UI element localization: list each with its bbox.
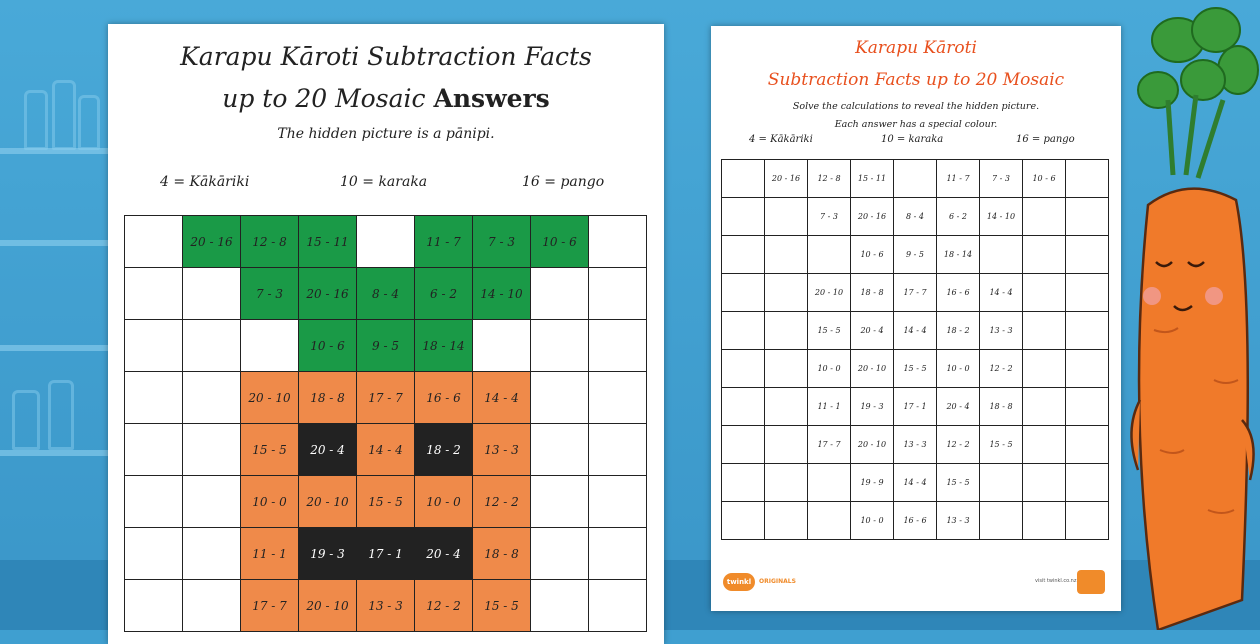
answers-grid-cell: 11 - 1 bbox=[241, 528, 299, 580]
answers-grid-cell: 15 - 5 bbox=[473, 580, 531, 632]
answers-grid-cell: 20 - 16 bbox=[183, 216, 241, 268]
worksheet-grid-cell bbox=[1066, 464, 1109, 502]
answers-grid-cell bbox=[241, 320, 299, 372]
worksheet-grid-cell bbox=[808, 236, 851, 274]
answers-grid-cell: 15 - 5 bbox=[241, 424, 299, 476]
answers-grid-row bbox=[125, 476, 647, 528]
answers-grid-cell: 18 - 8 bbox=[299, 372, 357, 424]
background-shelf bbox=[0, 345, 110, 351]
answers-grid-cell: 12 - 2 bbox=[473, 476, 531, 528]
worksheet-grid-cell bbox=[1023, 236, 1066, 274]
answers-grid-cell bbox=[183, 268, 241, 320]
worksheet-grid-cell: 20 - 4 bbox=[937, 388, 980, 426]
worksheet-grid-cell: 9 - 5 bbox=[894, 236, 937, 274]
worksheet-grid-cell bbox=[1066, 160, 1109, 198]
answers-grid-cell bbox=[183, 424, 241, 476]
answers-grid-cell: 10 - 6 bbox=[299, 320, 357, 372]
worksheet-grid-cell: 13 - 3 bbox=[894, 426, 937, 464]
answers-title-line2 bbox=[108, 84, 664, 113]
answers-grid-cell bbox=[183, 372, 241, 424]
footer-url: visit twinkl.co.nz bbox=[1035, 578, 1077, 584]
worksheet-grid-cell: 14 - 4 bbox=[980, 274, 1023, 312]
worksheet-grid-cell bbox=[1023, 426, 1066, 464]
worksheet-grid-cell bbox=[765, 236, 808, 274]
answers-grid-cell: 14 - 4 bbox=[473, 372, 531, 424]
worksheet-grid-row bbox=[722, 274, 1109, 312]
worksheet-grid-cell: 14 - 4 bbox=[894, 464, 937, 502]
answers-grid-cell: 15 - 11 bbox=[299, 216, 357, 268]
answers-grid-cell bbox=[589, 320, 647, 372]
worksheet-grid-cell bbox=[722, 350, 765, 388]
worksheet-grid-row bbox=[722, 388, 1109, 426]
worksheet-grid-cell bbox=[722, 198, 765, 236]
background-bottle bbox=[52, 80, 76, 150]
worksheet-grid-row bbox=[722, 198, 1109, 236]
answers-grid-cell bbox=[125, 268, 183, 320]
worksheet-grid-cell bbox=[765, 198, 808, 236]
worksheet-instructions-line2: Each answer has a special colour. bbox=[834, 119, 998, 130]
worksheet-title-line1: Karapu Kāroti bbox=[855, 38, 977, 58]
worksheet-grid-cell: 18 - 8 bbox=[851, 274, 894, 312]
worksheet-grid-row bbox=[722, 312, 1109, 350]
answers-grid-cell bbox=[589, 476, 647, 528]
worksheet-grid-row bbox=[722, 426, 1109, 464]
worksheet-grid-cell: 15 - 5 bbox=[894, 350, 937, 388]
answers-grid-cell bbox=[589, 372, 647, 424]
answers-mosaic-grid bbox=[124, 215, 647, 632]
worksheet-grid-cell bbox=[722, 502, 765, 540]
worksheet-grid-cell bbox=[1066, 198, 1109, 236]
answers-grid-cell bbox=[473, 320, 531, 372]
answers-grid-cell: 7 - 3 bbox=[241, 268, 299, 320]
worksheet-grid-cell bbox=[1023, 502, 1066, 540]
answers-grid-cell bbox=[125, 372, 183, 424]
answers-grid-row bbox=[125, 580, 647, 632]
answers-grid-cell bbox=[183, 580, 241, 632]
answers-grid-row bbox=[125, 320, 647, 372]
answers-grid-cell bbox=[125, 216, 183, 268]
answers-grid-row bbox=[125, 528, 647, 580]
worksheet-grid-cell: 20 - 4 bbox=[851, 312, 894, 350]
worksheet-grid-cell: 15 - 5 bbox=[980, 426, 1023, 464]
answers-grid-cell: 19 - 3 bbox=[299, 528, 357, 580]
worksheet-mosaic-grid bbox=[721, 159, 1109, 540]
worksheet-grid-cell: 17 - 1 bbox=[894, 388, 937, 426]
answers-grid-cell bbox=[589, 216, 647, 268]
worksheet-grid-cell bbox=[1023, 464, 1066, 502]
worksheet-grid-cell: 12 - 2 bbox=[980, 350, 1023, 388]
background-bottle bbox=[78, 95, 100, 150]
answers-grid-cell bbox=[589, 528, 647, 580]
answers-title-text: up to 20 Mosaic bbox=[222, 84, 426, 113]
answers-grid-cell bbox=[357, 216, 415, 268]
worksheet-grid-cell: 11 - 7 bbox=[937, 160, 980, 198]
answers-grid-cell: 18 - 8 bbox=[473, 528, 531, 580]
worksheet-grid-cell bbox=[765, 350, 808, 388]
answers-grid-cell: 13 - 3 bbox=[473, 424, 531, 476]
answers-grid-cell: 10 - 0 bbox=[415, 476, 473, 528]
worksheet-key-orange: 10 = karaka bbox=[881, 134, 944, 145]
answers-grid-cell: 20 - 4 bbox=[299, 424, 357, 476]
worksheet-grid-row bbox=[722, 502, 1109, 540]
footer-badge-icon bbox=[1077, 570, 1105, 594]
answers-grid-cell: 17 - 1 bbox=[357, 528, 415, 580]
worksheet-grid-cell: 13 - 3 bbox=[980, 312, 1023, 350]
answers-grid-cell: 10 - 0 bbox=[241, 476, 299, 528]
answers-title-line1: Karapu Kāroti Subtraction Facts bbox=[180, 42, 592, 71]
answers-grid-cell bbox=[125, 580, 183, 632]
worksheet-grid-cell: 20 - 10 bbox=[851, 350, 894, 388]
worksheet-grid-cell bbox=[894, 160, 937, 198]
answers-grid-cell bbox=[183, 476, 241, 528]
background-bottle bbox=[12, 390, 40, 450]
worksheet-grid-cell: 16 - 6 bbox=[937, 274, 980, 312]
worksheet-grid-cell bbox=[722, 464, 765, 502]
worksheet-grid-cell: 20 - 16 bbox=[851, 198, 894, 236]
background-shelf bbox=[0, 450, 110, 456]
answers-grid-row bbox=[125, 268, 647, 320]
worksheet-grid-cell bbox=[765, 388, 808, 426]
worksheet-grid-cell bbox=[1066, 350, 1109, 388]
answers-grid-cell: 18 - 2 bbox=[415, 424, 473, 476]
worksheet-grid-cell bbox=[722, 426, 765, 464]
worksheet-grid-cell: 11 - 1 bbox=[808, 388, 851, 426]
key-black: 16 = pango bbox=[522, 174, 605, 190]
answers-grid-cell: 20 - 4 bbox=[415, 528, 473, 580]
worksheet-grid-row bbox=[722, 350, 1109, 388]
worksheet-grid-cell: 16 - 6 bbox=[894, 502, 937, 540]
worksheet-grid-cell bbox=[1023, 350, 1066, 388]
worksheet-grid-cell: 15 - 11 bbox=[851, 160, 894, 198]
worksheet-instructions-line1: Solve the calculations to reveal the hidden picture. bbox=[792, 101, 1040, 112]
worksheet-grid-cell: 19 - 9 bbox=[851, 464, 894, 502]
answers-grid-cell bbox=[125, 424, 183, 476]
worksheet-grid-cell: 18 - 14 bbox=[937, 236, 980, 274]
worksheet-grid-cell bbox=[722, 160, 765, 198]
answers-grid-cell bbox=[125, 320, 183, 372]
worksheet-grid-cell: 6 - 2 bbox=[937, 198, 980, 236]
answers-sheet bbox=[108, 24, 664, 644]
answers-grid-cell bbox=[531, 580, 589, 632]
worksheet-grid-cell: 19 - 3 bbox=[851, 388, 894, 426]
key-green: 4 = Kākāriki bbox=[160, 174, 250, 190]
answers-grid-cell: 20 - 10 bbox=[299, 580, 357, 632]
worksheet-grid-cell: 10 - 6 bbox=[851, 236, 894, 274]
worksheet-grid-cell bbox=[765, 426, 808, 464]
worksheet-grid-cell bbox=[808, 502, 851, 540]
worksheet-grid-cell bbox=[722, 312, 765, 350]
worksheet-grid-cell: 18 - 8 bbox=[980, 388, 1023, 426]
footer-brand: ORIGINALS bbox=[759, 578, 796, 585]
answers-grid-cell bbox=[125, 476, 183, 528]
key-orange: 10 = karaka bbox=[340, 174, 428, 190]
worksheet-grid-cell bbox=[1066, 426, 1109, 464]
answers-grid-cell bbox=[531, 372, 589, 424]
worksheet-grid-cell: 20 - 16 bbox=[765, 160, 808, 198]
worksheet-grid-cell bbox=[1023, 312, 1066, 350]
worksheet-grid-cell: 14 - 10 bbox=[980, 198, 1023, 236]
answers-grid-cell bbox=[183, 320, 241, 372]
worksheet-grid-cell: 10 - 6 bbox=[1023, 160, 1066, 198]
answers-grid-cell: 17 - 7 bbox=[241, 580, 299, 632]
worksheet-grid-cell bbox=[1023, 198, 1066, 236]
answers-grid-cell: 20 - 16 bbox=[299, 268, 357, 320]
worksheet-grid-cell bbox=[722, 236, 765, 274]
worksheet-grid-cell bbox=[1066, 388, 1109, 426]
answers-grid-row bbox=[125, 424, 647, 476]
answers-grid-cell bbox=[183, 528, 241, 580]
worksheet-grid-row bbox=[722, 464, 1109, 502]
answers-grid-cell: 17 - 7 bbox=[357, 372, 415, 424]
worksheet-grid-cell: 14 - 4 bbox=[894, 312, 937, 350]
worksheet-key-green: 4 = Kākāriki bbox=[749, 134, 813, 145]
worksheet-grid-cell: 15 - 5 bbox=[808, 312, 851, 350]
worksheet-grid-cell: 7 - 3 bbox=[808, 198, 851, 236]
worksheet-grid-cell bbox=[1066, 312, 1109, 350]
worksheet-grid-cell bbox=[1023, 388, 1066, 426]
answers-grid-cell: 10 - 6 bbox=[531, 216, 589, 268]
worksheet-grid-cell: 12 - 8 bbox=[808, 160, 851, 198]
background-bottle bbox=[48, 380, 74, 450]
answers-grid-row bbox=[125, 216, 647, 268]
answers-grid-cell bbox=[589, 580, 647, 632]
worksheet-sheet bbox=[711, 26, 1121, 611]
twinkl-logo-icon: twinkl bbox=[723, 573, 755, 591]
answers-grid-cell bbox=[531, 528, 589, 580]
answers-grid-row bbox=[125, 372, 647, 424]
worksheet-grid-row bbox=[722, 160, 1109, 198]
answers-grid-cell bbox=[531, 320, 589, 372]
answers-grid-cell: 6 - 2 bbox=[415, 268, 473, 320]
answers-grid-cell: 20 - 10 bbox=[241, 372, 299, 424]
answers-grid-cell: 7 - 3 bbox=[473, 216, 531, 268]
worksheet-grid-cell: 8 - 4 bbox=[894, 198, 937, 236]
carrot-character-icon bbox=[1118, 0, 1260, 630]
worksheet-grid-cell bbox=[765, 312, 808, 350]
answers-grid-cell bbox=[589, 424, 647, 476]
worksheet-grid-cell bbox=[1023, 274, 1066, 312]
worksheet-grid-cell bbox=[980, 464, 1023, 502]
background-shelf bbox=[0, 240, 110, 246]
worksheet-grid-cell bbox=[765, 274, 808, 312]
answers-grid-cell bbox=[531, 268, 589, 320]
worksheet-grid-cell bbox=[1066, 502, 1109, 540]
answers-grid-cell: 14 - 4 bbox=[357, 424, 415, 476]
worksheet-grid-cell bbox=[980, 236, 1023, 274]
answers-subtitle: The hidden picture is a pānipi. bbox=[277, 126, 495, 142]
worksheet-grid-row bbox=[722, 236, 1109, 274]
worksheet-grid-cell bbox=[1066, 236, 1109, 274]
answers-grid-cell: 14 - 10 bbox=[473, 268, 531, 320]
answers-grid-cell bbox=[125, 528, 183, 580]
worksheet-grid-cell: 10 - 0 bbox=[937, 350, 980, 388]
worksheet-grid-cell: 17 - 7 bbox=[808, 426, 851, 464]
answers-grid-cell: 11 - 7 bbox=[415, 216, 473, 268]
answers-grid-cell: 12 - 8 bbox=[241, 216, 299, 268]
worksheet-grid-cell bbox=[722, 388, 765, 426]
worksheet-grid-cell bbox=[765, 464, 808, 502]
worksheet-grid-cell: 10 - 0 bbox=[808, 350, 851, 388]
worksheet-grid-cell bbox=[765, 502, 808, 540]
worksheet-grid-cell bbox=[808, 464, 851, 502]
worksheet-grid-cell: 10 - 0 bbox=[851, 502, 894, 540]
worksheet-title-line2: Subtraction Facts up to 20 Mosaic bbox=[767, 70, 1065, 90]
background-bottle bbox=[24, 90, 48, 150]
answers-grid-cell: 18 - 14 bbox=[415, 320, 473, 372]
worksheet-grid-cell: 13 - 3 bbox=[937, 502, 980, 540]
worksheet-grid-cell: 12 - 2 bbox=[937, 426, 980, 464]
worksheet-key-black: 16 = pango bbox=[1016, 134, 1075, 145]
answers-grid-cell: 12 - 2 bbox=[415, 580, 473, 632]
worksheet-grid-cell bbox=[980, 502, 1023, 540]
worksheet-grid-cell: 7 - 3 bbox=[980, 160, 1023, 198]
answers-grid-cell: 20 - 10 bbox=[299, 476, 357, 528]
worksheet-grid-cell: 17 - 7 bbox=[894, 274, 937, 312]
answers-title-bold: Answers bbox=[433, 84, 550, 113]
answers-grid-cell bbox=[531, 476, 589, 528]
worksheet-grid-cell: 20 - 10 bbox=[851, 426, 894, 464]
worksheet-grid-cell: 15 - 5 bbox=[937, 464, 980, 502]
answers-grid-cell bbox=[589, 268, 647, 320]
answers-grid-cell: 8 - 4 bbox=[357, 268, 415, 320]
worksheet-grid-cell bbox=[1066, 274, 1109, 312]
answers-grid-cell: 9 - 5 bbox=[357, 320, 415, 372]
worksheet-grid-cell bbox=[722, 274, 765, 312]
worksheet-grid-cell: 20 - 10 bbox=[808, 274, 851, 312]
worksheet-grid-cell: 18 - 2 bbox=[937, 312, 980, 350]
answers-grid-cell: 16 - 6 bbox=[415, 372, 473, 424]
answers-grid-cell bbox=[531, 424, 589, 476]
answers-grid-cell: 15 - 5 bbox=[357, 476, 415, 528]
answers-grid-cell: 13 - 3 bbox=[357, 580, 415, 632]
